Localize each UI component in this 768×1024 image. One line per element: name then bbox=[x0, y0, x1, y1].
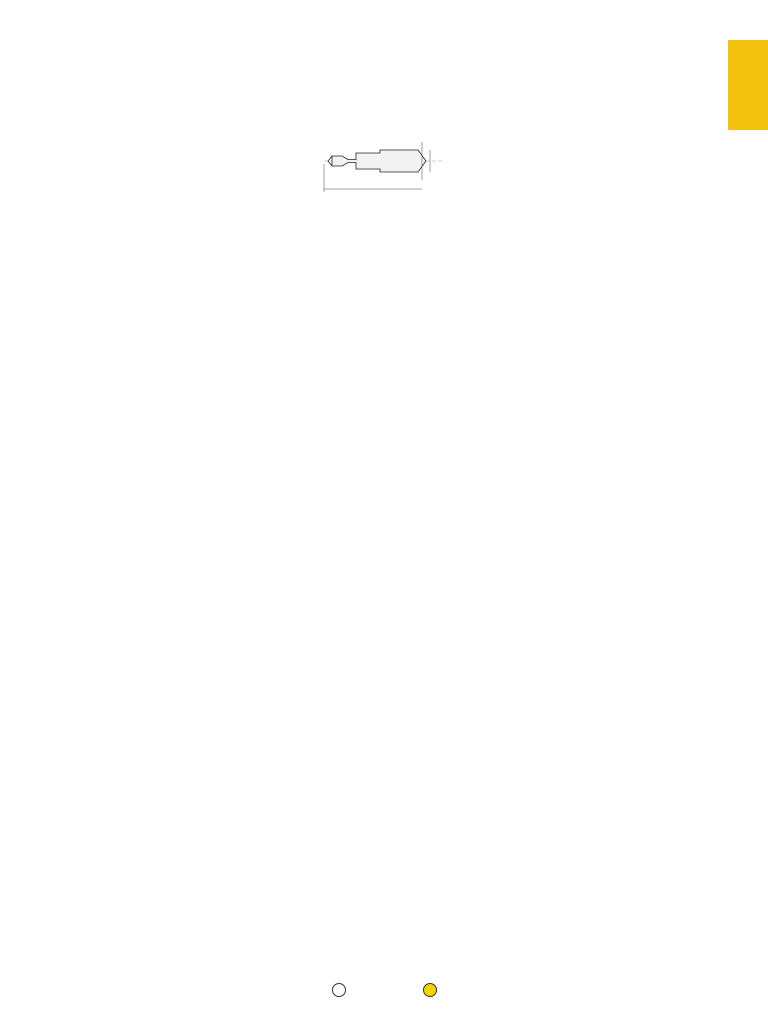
section-tab bbox=[728, 40, 768, 130]
tin-circle-icon bbox=[423, 981, 437, 999]
universal-steels-ball-icon bbox=[605, 97, 627, 119]
center-drill-drawing bbox=[318, 134, 448, 196]
general-steels-ball-icon bbox=[605, 67, 627, 89]
cast-iron-ball-icon bbox=[605, 127, 627, 149]
bright-circle-icon bbox=[332, 981, 346, 999]
